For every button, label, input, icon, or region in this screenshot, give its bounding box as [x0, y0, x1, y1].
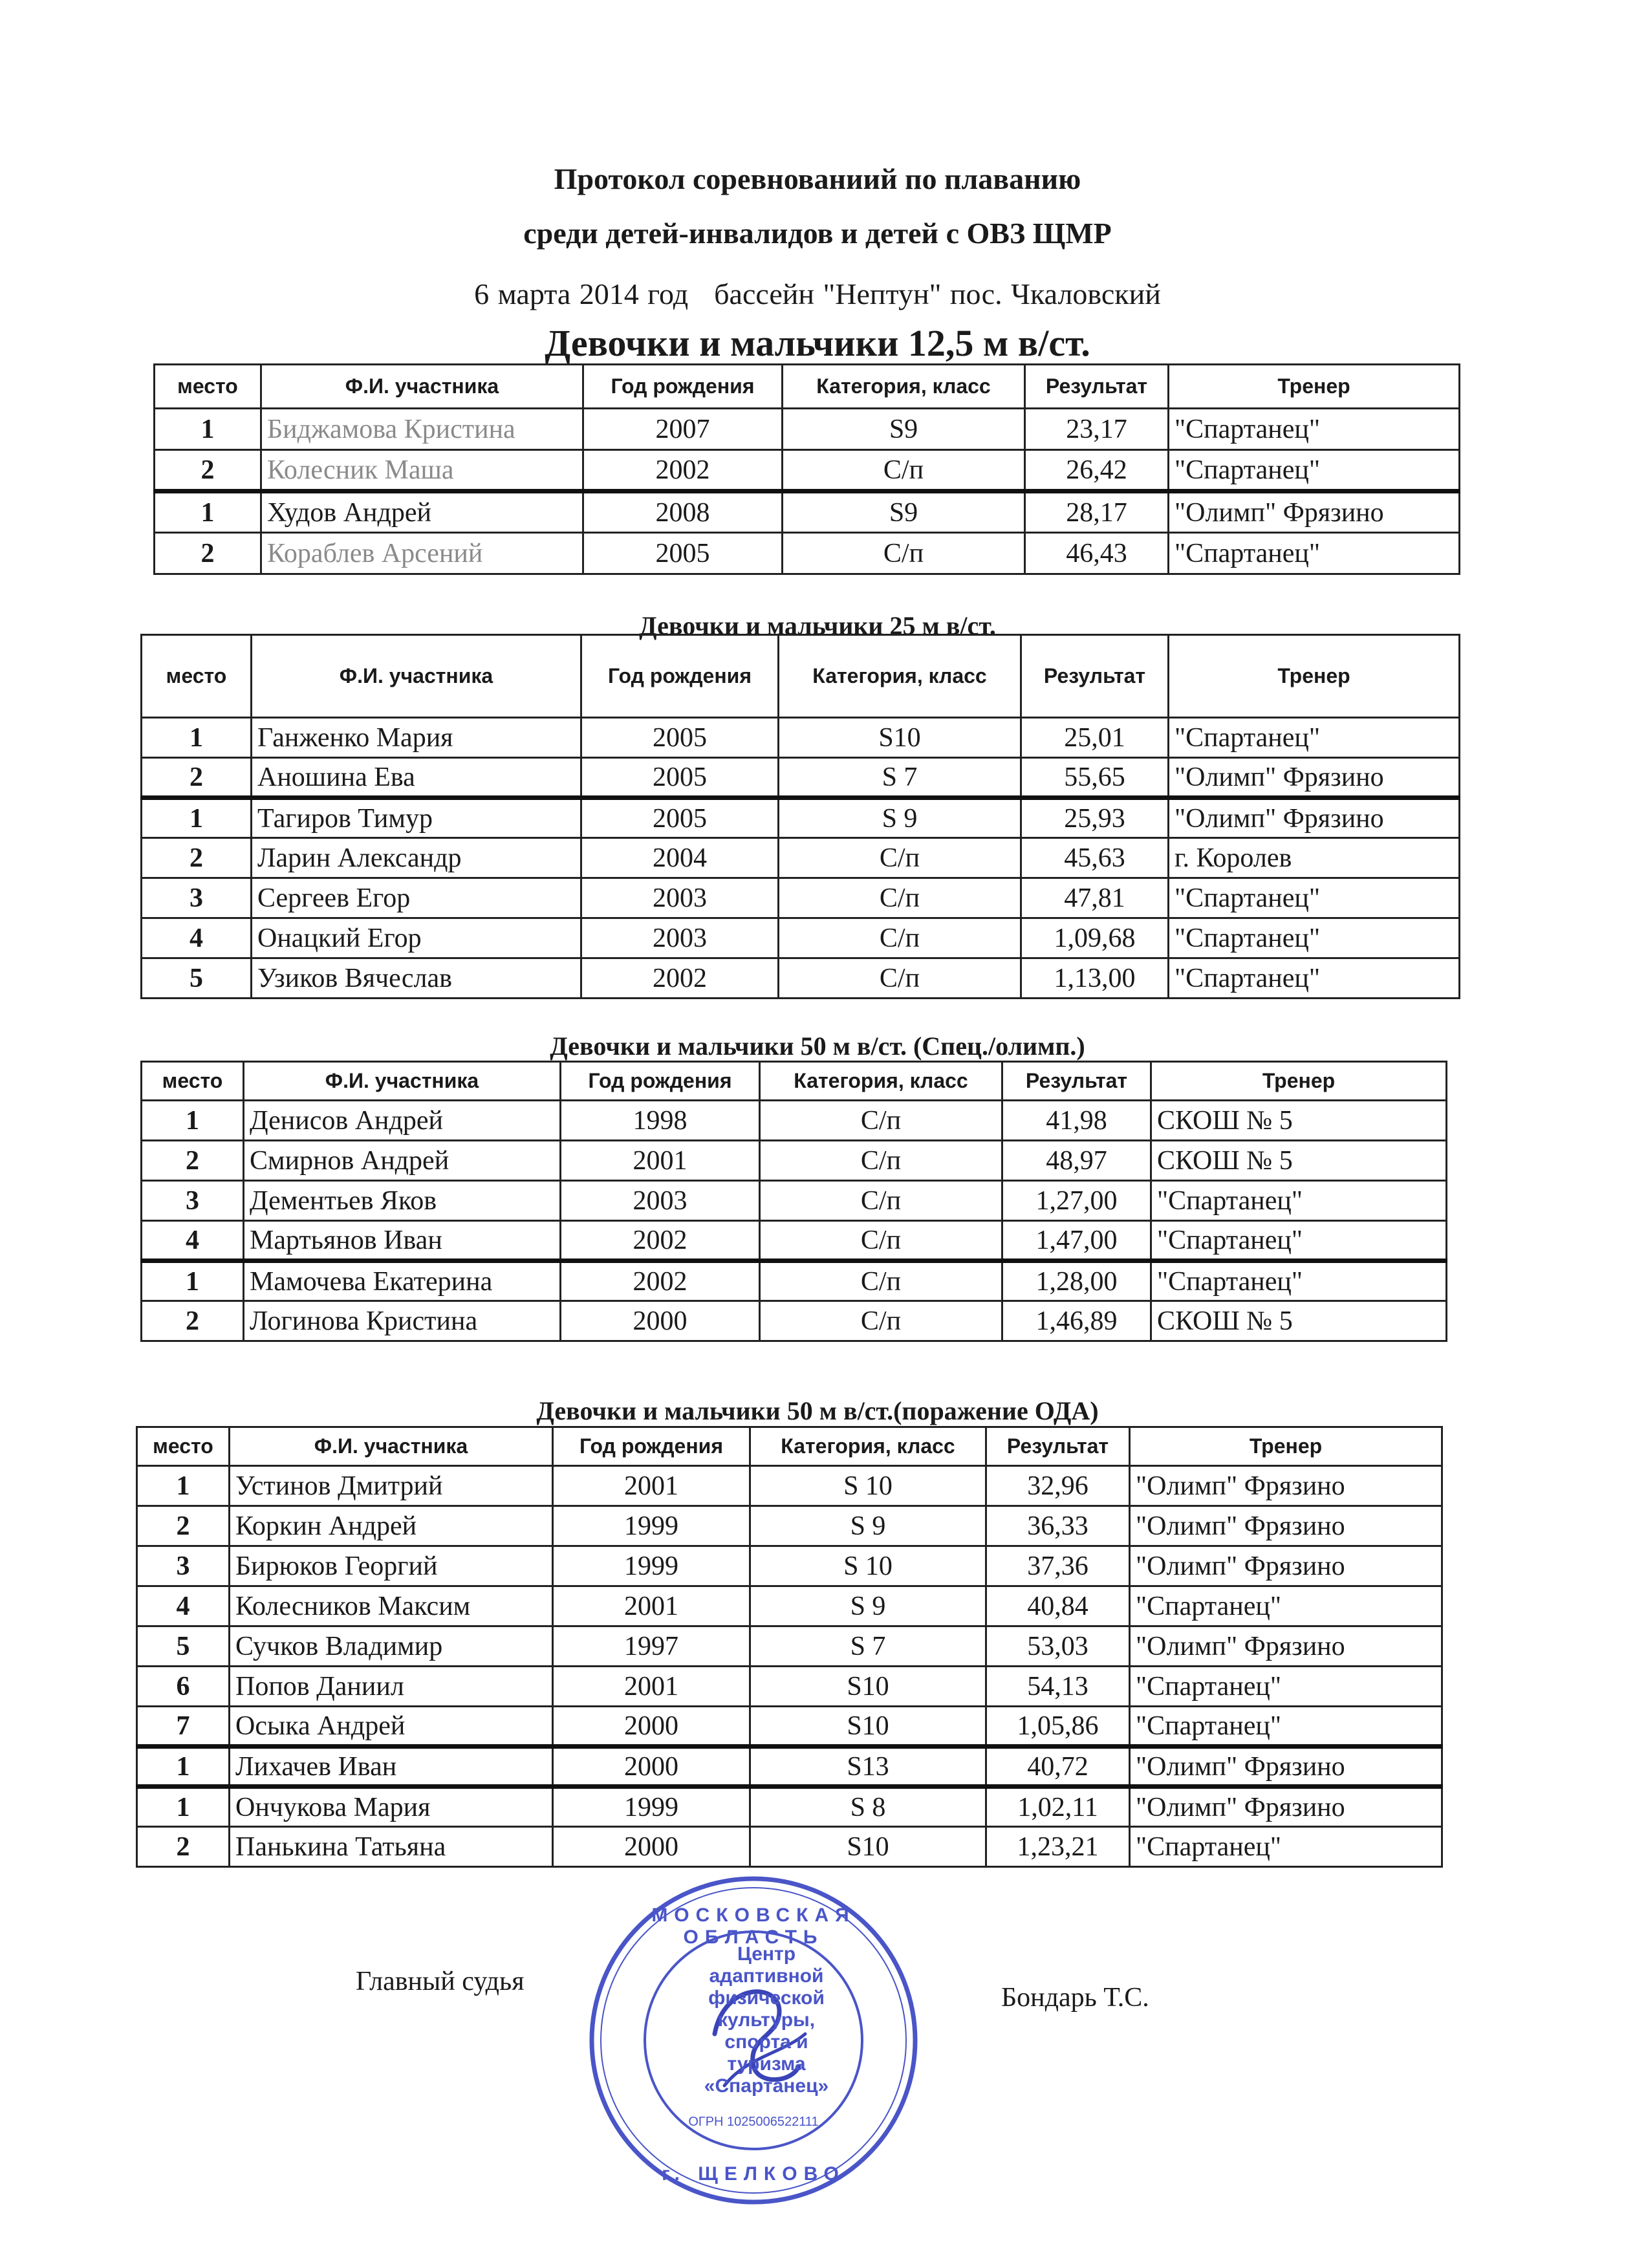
cell-category: С/п	[783, 450, 1025, 491]
table-row	[142, 878, 1460, 918]
cell-coach: "Олимп" Фрязино	[1130, 1466, 1442, 1506]
table-row	[142, 1141, 1447, 1181]
protocol-date: 6 марта 2014 год	[474, 277, 689, 310]
cell-name: Узиков Вячеслав	[252, 958, 581, 999]
cell-coach: "Олимп" Фрязино	[1130, 1787, 1442, 1827]
cell-result: 40,72	[986, 1747, 1130, 1787]
cell-result: 1,02,11	[986, 1787, 1130, 1827]
table-row	[155, 450, 1460, 491]
cell-coach: "Спартанец"	[1151, 1261, 1447, 1301]
cell-result: 48,97	[1002, 1141, 1151, 1181]
header-category: Категория, класс	[783, 365, 1025, 409]
cell-name: Осыка Андрей	[230, 1707, 553, 1747]
cell-category: S10	[750, 1827, 986, 1867]
cell-category: С/п	[779, 878, 1021, 918]
cell-place: 5	[137, 1626, 230, 1667]
table-row	[142, 758, 1460, 798]
header-place: место	[142, 1062, 244, 1101]
table-header-row	[155, 365, 1460, 409]
cell-name: Дементьев Яков	[244, 1181, 561, 1221]
cell-result: 23,17	[1025, 409, 1169, 450]
header-result: Результат	[1025, 365, 1169, 409]
header-year: Год рождения	[581, 635, 779, 718]
cell-category: S 9	[779, 798, 1021, 838]
header-place: место	[155, 365, 261, 409]
cell-year: 2005	[581, 798, 779, 838]
cell-coach: "Олимп" Фрязино	[1169, 798, 1460, 838]
table-row	[142, 918, 1460, 958]
cell-coach: "Олимп" Фрязино	[1169, 758, 1460, 798]
stamp-ogrn-text: ОГРН 1025006522111	[688, 2115, 819, 2129]
cell-name: Ончукова Мария	[230, 1787, 553, 1827]
cell-category: С/п	[783, 533, 1025, 574]
section-title: Девочки и мальчики 50 м в/ст.(поражение ОДА)	[536, 1396, 1099, 1425]
table-row	[137, 1707, 1442, 1747]
cell-result: 40,84	[986, 1586, 1130, 1626]
cell-name: Лихачев Иван	[230, 1747, 553, 1787]
cell-place: 7	[137, 1707, 230, 1747]
table-row	[142, 838, 1460, 878]
cell-result: 53,03	[986, 1626, 1130, 1667]
cell-year: 1999	[553, 1506, 750, 1546]
header-name: Ф.И. участника	[252, 635, 581, 718]
cell-name: Сергеев Егор	[252, 878, 581, 918]
cell-place: 2	[142, 838, 252, 878]
cell-result: 36,33	[986, 1506, 1130, 1546]
cell-name: Биджамова Кристина	[261, 409, 583, 450]
cell-result: 41,98	[1002, 1101, 1151, 1141]
cell-name: Смирнов Андрей	[244, 1141, 561, 1181]
cell-name: Денисов Андрей	[244, 1101, 561, 1141]
table-row	[142, 718, 1460, 758]
cell-result: 28,17	[1025, 491, 1169, 533]
cell-category: С/п	[760, 1181, 1002, 1221]
cell-year: 2000	[553, 1747, 750, 1787]
cell-category: S10	[750, 1667, 986, 1707]
cell-category: S 9	[750, 1586, 986, 1626]
header-name: Ф.И. участника	[261, 365, 583, 409]
cell-category: S 10	[750, 1466, 986, 1506]
cell-year: 2001	[553, 1667, 750, 1707]
table-row	[155, 533, 1460, 574]
cell-coach: "Спартанец"	[1130, 1667, 1442, 1707]
cell-year: 2007	[583, 409, 783, 450]
results-table	[140, 634, 1460, 999]
cell-category: S 10	[750, 1546, 986, 1586]
cell-result: 47,81	[1021, 878, 1169, 918]
protocol-date-venue	[0, 277, 1635, 311]
cell-place: 5	[142, 958, 252, 999]
cell-name: Устинов Дмитрий	[230, 1466, 553, 1506]
cell-category: С/п	[779, 838, 1021, 878]
cell-coach: "Спартанец"	[1169, 958, 1460, 999]
cell-year: 1997	[553, 1626, 750, 1667]
cell-result: 54,13	[986, 1667, 1130, 1707]
table-row	[137, 1546, 1442, 1586]
cell-category: С/п	[760, 1141, 1002, 1181]
table-row	[137, 1506, 1442, 1546]
cell-name: Аношина Ева	[252, 758, 581, 798]
cell-coach: "Олимп" Фрязино	[1130, 1546, 1442, 1586]
cell-name: Панькина Татьяна	[230, 1827, 553, 1867]
cell-place: 2	[137, 1827, 230, 1867]
header-year: Год рождения	[561, 1062, 760, 1101]
table-row	[142, 798, 1460, 838]
stamp-top-text: МОСКОВСКАЯ ОБЛАСТЬ	[651, 1905, 856, 1948]
cell-category: S13	[750, 1747, 986, 1787]
header-category: Категория, класс	[779, 635, 1021, 718]
header-name: Ф.И. участника	[230, 1427, 553, 1466]
cell-result: 1,47,00	[1002, 1221, 1151, 1261]
cell-place: 1	[137, 1787, 230, 1827]
cell-place: 2	[155, 450, 261, 491]
cell-place: 3	[142, 1181, 244, 1221]
cell-result: 45,63	[1021, 838, 1169, 878]
header-result: Результат	[986, 1427, 1130, 1466]
cell-name: Колесников Максим	[230, 1586, 553, 1626]
cell-place: 6	[137, 1667, 230, 1707]
cell-coach: г. Королев	[1169, 838, 1460, 878]
protocol-title-line1: Протокол соревнованиий по плаванию	[554, 162, 1081, 195]
cell-coach: "Олимп" Фрязино	[1130, 1747, 1442, 1787]
cell-result: 1,46,89	[1002, 1301, 1151, 1341]
header-place: место	[142, 635, 252, 718]
cell-name: Онацкий Егор	[252, 918, 581, 958]
table-row	[137, 1787, 1442, 1827]
cell-year: 2002	[581, 958, 779, 999]
cell-year: 2000	[561, 1301, 760, 1341]
cell-category: С/п	[779, 918, 1021, 958]
header-category: Категория, класс	[760, 1062, 1002, 1101]
table-row	[137, 1747, 1442, 1787]
cell-place: 1	[142, 1101, 244, 1141]
cell-category: С/п	[779, 958, 1021, 999]
cell-name: Колесник Маша	[261, 450, 583, 491]
cell-category: С/п	[760, 1301, 1002, 1341]
cell-category: S10	[750, 1707, 986, 1747]
cell-year: 2000	[553, 1707, 750, 1747]
cell-place: 4	[142, 918, 252, 958]
cell-coach: "Спартанец"	[1169, 718, 1460, 758]
cell-place: 1	[155, 491, 261, 533]
cell-place: 3	[137, 1546, 230, 1586]
table-row	[142, 1261, 1447, 1301]
cell-year: 2001	[553, 1586, 750, 1626]
cell-coach: "Олимп" Фрязино	[1169, 491, 1460, 533]
cell-place: 4	[137, 1586, 230, 1626]
header-coach: Тренер	[1130, 1427, 1442, 1466]
cell-year: 2004	[581, 838, 779, 878]
cell-coach: "Спартанец"	[1169, 878, 1460, 918]
cell-result: 25,01	[1021, 718, 1169, 758]
table-row	[142, 1181, 1447, 1221]
cell-year: 2003	[561, 1181, 760, 1221]
cell-category: S 7	[779, 758, 1021, 798]
cell-place: 4	[142, 1221, 244, 1261]
cell-place: 2	[155, 533, 261, 574]
protocol-title-line2: среди детей-инвалидов и детей с ОВЗ ЩМР	[523, 217, 1112, 250]
table-header-row	[142, 1062, 1447, 1101]
cell-result: 1,28,00	[1002, 1261, 1151, 1301]
cell-category: S 8	[750, 1787, 986, 1827]
cell-coach: СКОШ № 5	[1151, 1301, 1447, 1341]
cell-result: 26,42	[1025, 450, 1169, 491]
header-category: Категория, класс	[750, 1427, 986, 1466]
cell-category: С/п	[760, 1101, 1002, 1141]
cell-coach: "Спартанец"	[1130, 1707, 1442, 1747]
cell-year: 2005	[583, 533, 783, 574]
cell-category: S 9	[750, 1506, 986, 1546]
cell-result: 1,23,21	[986, 1827, 1130, 1867]
cell-result: 55,65	[1021, 758, 1169, 798]
table-row	[137, 1586, 1442, 1626]
header-year: Год рождения	[583, 365, 783, 409]
results-table	[136, 1426, 1443, 1868]
table-row	[137, 1827, 1442, 1867]
cell-coach: "Спартанец"	[1151, 1181, 1447, 1221]
cell-category: S 7	[750, 1626, 986, 1667]
cell-place: 1	[142, 718, 252, 758]
header-name: Ф.И. участника	[244, 1062, 561, 1101]
cell-place: 1	[142, 1261, 244, 1301]
cell-year: 2005	[581, 758, 779, 798]
cell-coach: "Спартанец"	[1169, 450, 1460, 491]
section-title: Девочки и мальчики 50 м в/ст. (Спец./олимп.)	[550, 1031, 1085, 1061]
cell-result: 25,93	[1021, 798, 1169, 838]
cell-name: Коркин Андрей	[230, 1506, 553, 1546]
cell-coach: "Спартанец"	[1169, 918, 1460, 958]
cell-result: 1,09,68	[1021, 918, 1169, 958]
cell-year: 2001	[553, 1466, 750, 1506]
chief-judge-label: Главный судья	[356, 1967, 525, 1996]
header-coach: Тренер	[1151, 1062, 1447, 1101]
cell-name: Попов Даниил	[230, 1667, 553, 1707]
cell-year: 2002	[561, 1261, 760, 1301]
cell-name: Сучков Владимир	[230, 1626, 553, 1667]
cell-year: 1999	[553, 1787, 750, 1827]
results-table	[153, 363, 1460, 575]
chief-judge-name: Бондарь Т.С.	[1001, 1983, 1149, 2013]
cell-year: 1999	[553, 1546, 750, 1586]
cell-place: 1	[137, 1466, 230, 1506]
table-row	[155, 409, 1460, 450]
cell-name: Кораблев Арсений	[261, 533, 583, 574]
table-row	[137, 1466, 1442, 1506]
cell-result: 32,96	[986, 1466, 1130, 1506]
section-title: Девочки и мальчики 25 м в/ст.	[639, 611, 996, 640]
cell-place: 1	[155, 409, 261, 450]
cell-result: 46,43	[1025, 533, 1169, 574]
stamp-bottom-text: г. ЩЕЛКОВО	[662, 2163, 845, 2185]
cell-name: Логинова Кристина	[244, 1301, 561, 1341]
cell-result: 1,27,00	[1002, 1181, 1151, 1221]
cell-result: 1,13,00	[1021, 958, 1169, 999]
cell-place: 1	[142, 798, 252, 838]
stamp-center-text: Центр адаптивной физической культуры, спорта и туризма «Спартанец»	[704, 1943, 829, 2097]
cell-coach: "Спартанец"	[1169, 409, 1460, 450]
table-row	[155, 491, 1460, 533]
results-table	[140, 1061, 1447, 1342]
section-title: Девочки и мальчики 12,5 м в/ст.	[545, 322, 1090, 364]
cell-place: 3	[142, 878, 252, 918]
cell-coach: "Спартанец"	[1130, 1586, 1442, 1626]
cell-coach: СКОШ № 5	[1151, 1101, 1447, 1141]
cell-name: Ларин Александр	[252, 838, 581, 878]
cell-coach: "Спартанец"	[1130, 1827, 1442, 1867]
table-row	[137, 1667, 1442, 1707]
cell-place: 2	[142, 758, 252, 798]
cell-year: 2002	[561, 1221, 760, 1261]
cell-name: Мартьянов Иван	[244, 1221, 561, 1261]
cell-coach: СКОШ № 5	[1151, 1141, 1447, 1181]
table-header-row	[137, 1427, 1442, 1466]
cell-coach: "Олимп" Фрязино	[1130, 1626, 1442, 1667]
cell-place: 2	[137, 1506, 230, 1546]
cell-category: S9	[783, 491, 1025, 533]
cell-year: 2005	[581, 718, 779, 758]
cell-name: Ганженко Мария	[252, 718, 581, 758]
cell-category: С/п	[760, 1221, 1002, 1261]
header-year: Год рождения	[553, 1427, 750, 1466]
cell-category: S10	[779, 718, 1021, 758]
cell-category: С/п	[760, 1261, 1002, 1301]
cell-place: 2	[142, 1141, 244, 1181]
table-row	[142, 1101, 1447, 1141]
header-result: Результат	[1002, 1062, 1151, 1101]
cell-year: 2000	[553, 1827, 750, 1867]
protocol-venue: бассейн "Нептун" пос. Чкаловский	[714, 277, 1161, 310]
cell-place: 2	[142, 1301, 244, 1341]
cell-coach: "Спартанец"	[1169, 533, 1460, 574]
cell-year: 2003	[581, 878, 779, 918]
header-coach: Тренер	[1169, 635, 1460, 718]
header-result: Результат	[1021, 635, 1169, 718]
cell-name: Мамочева Екатерина	[244, 1261, 561, 1301]
cell-result: 37,36	[986, 1546, 1130, 1586]
table-row	[142, 958, 1460, 999]
cell-year: 2008	[583, 491, 783, 533]
cell-year: 2001	[561, 1141, 760, 1181]
cell-year: 2003	[581, 918, 779, 958]
cell-year: 2002	[583, 450, 783, 491]
header-place: место	[137, 1427, 230, 1466]
cell-year: 1998	[561, 1101, 760, 1141]
cell-name: Бирюков Георгий	[230, 1546, 553, 1586]
cell-coach: "Олимп" Фрязино	[1130, 1506, 1442, 1546]
cell-name: Худов Андрей	[261, 491, 583, 533]
cell-name: Тагиров Тимур	[252, 798, 581, 838]
cell-coach: "Спартанец"	[1151, 1221, 1447, 1261]
cell-category: S9	[783, 409, 1025, 450]
cell-result: 1,05,86	[986, 1707, 1130, 1747]
table-row	[142, 1221, 1447, 1261]
table-row	[142, 1301, 1447, 1341]
table-row	[137, 1626, 1442, 1667]
cell-place: 1	[137, 1747, 230, 1787]
header-coach: Тренер	[1169, 365, 1460, 409]
table-header-row	[142, 635, 1460, 718]
